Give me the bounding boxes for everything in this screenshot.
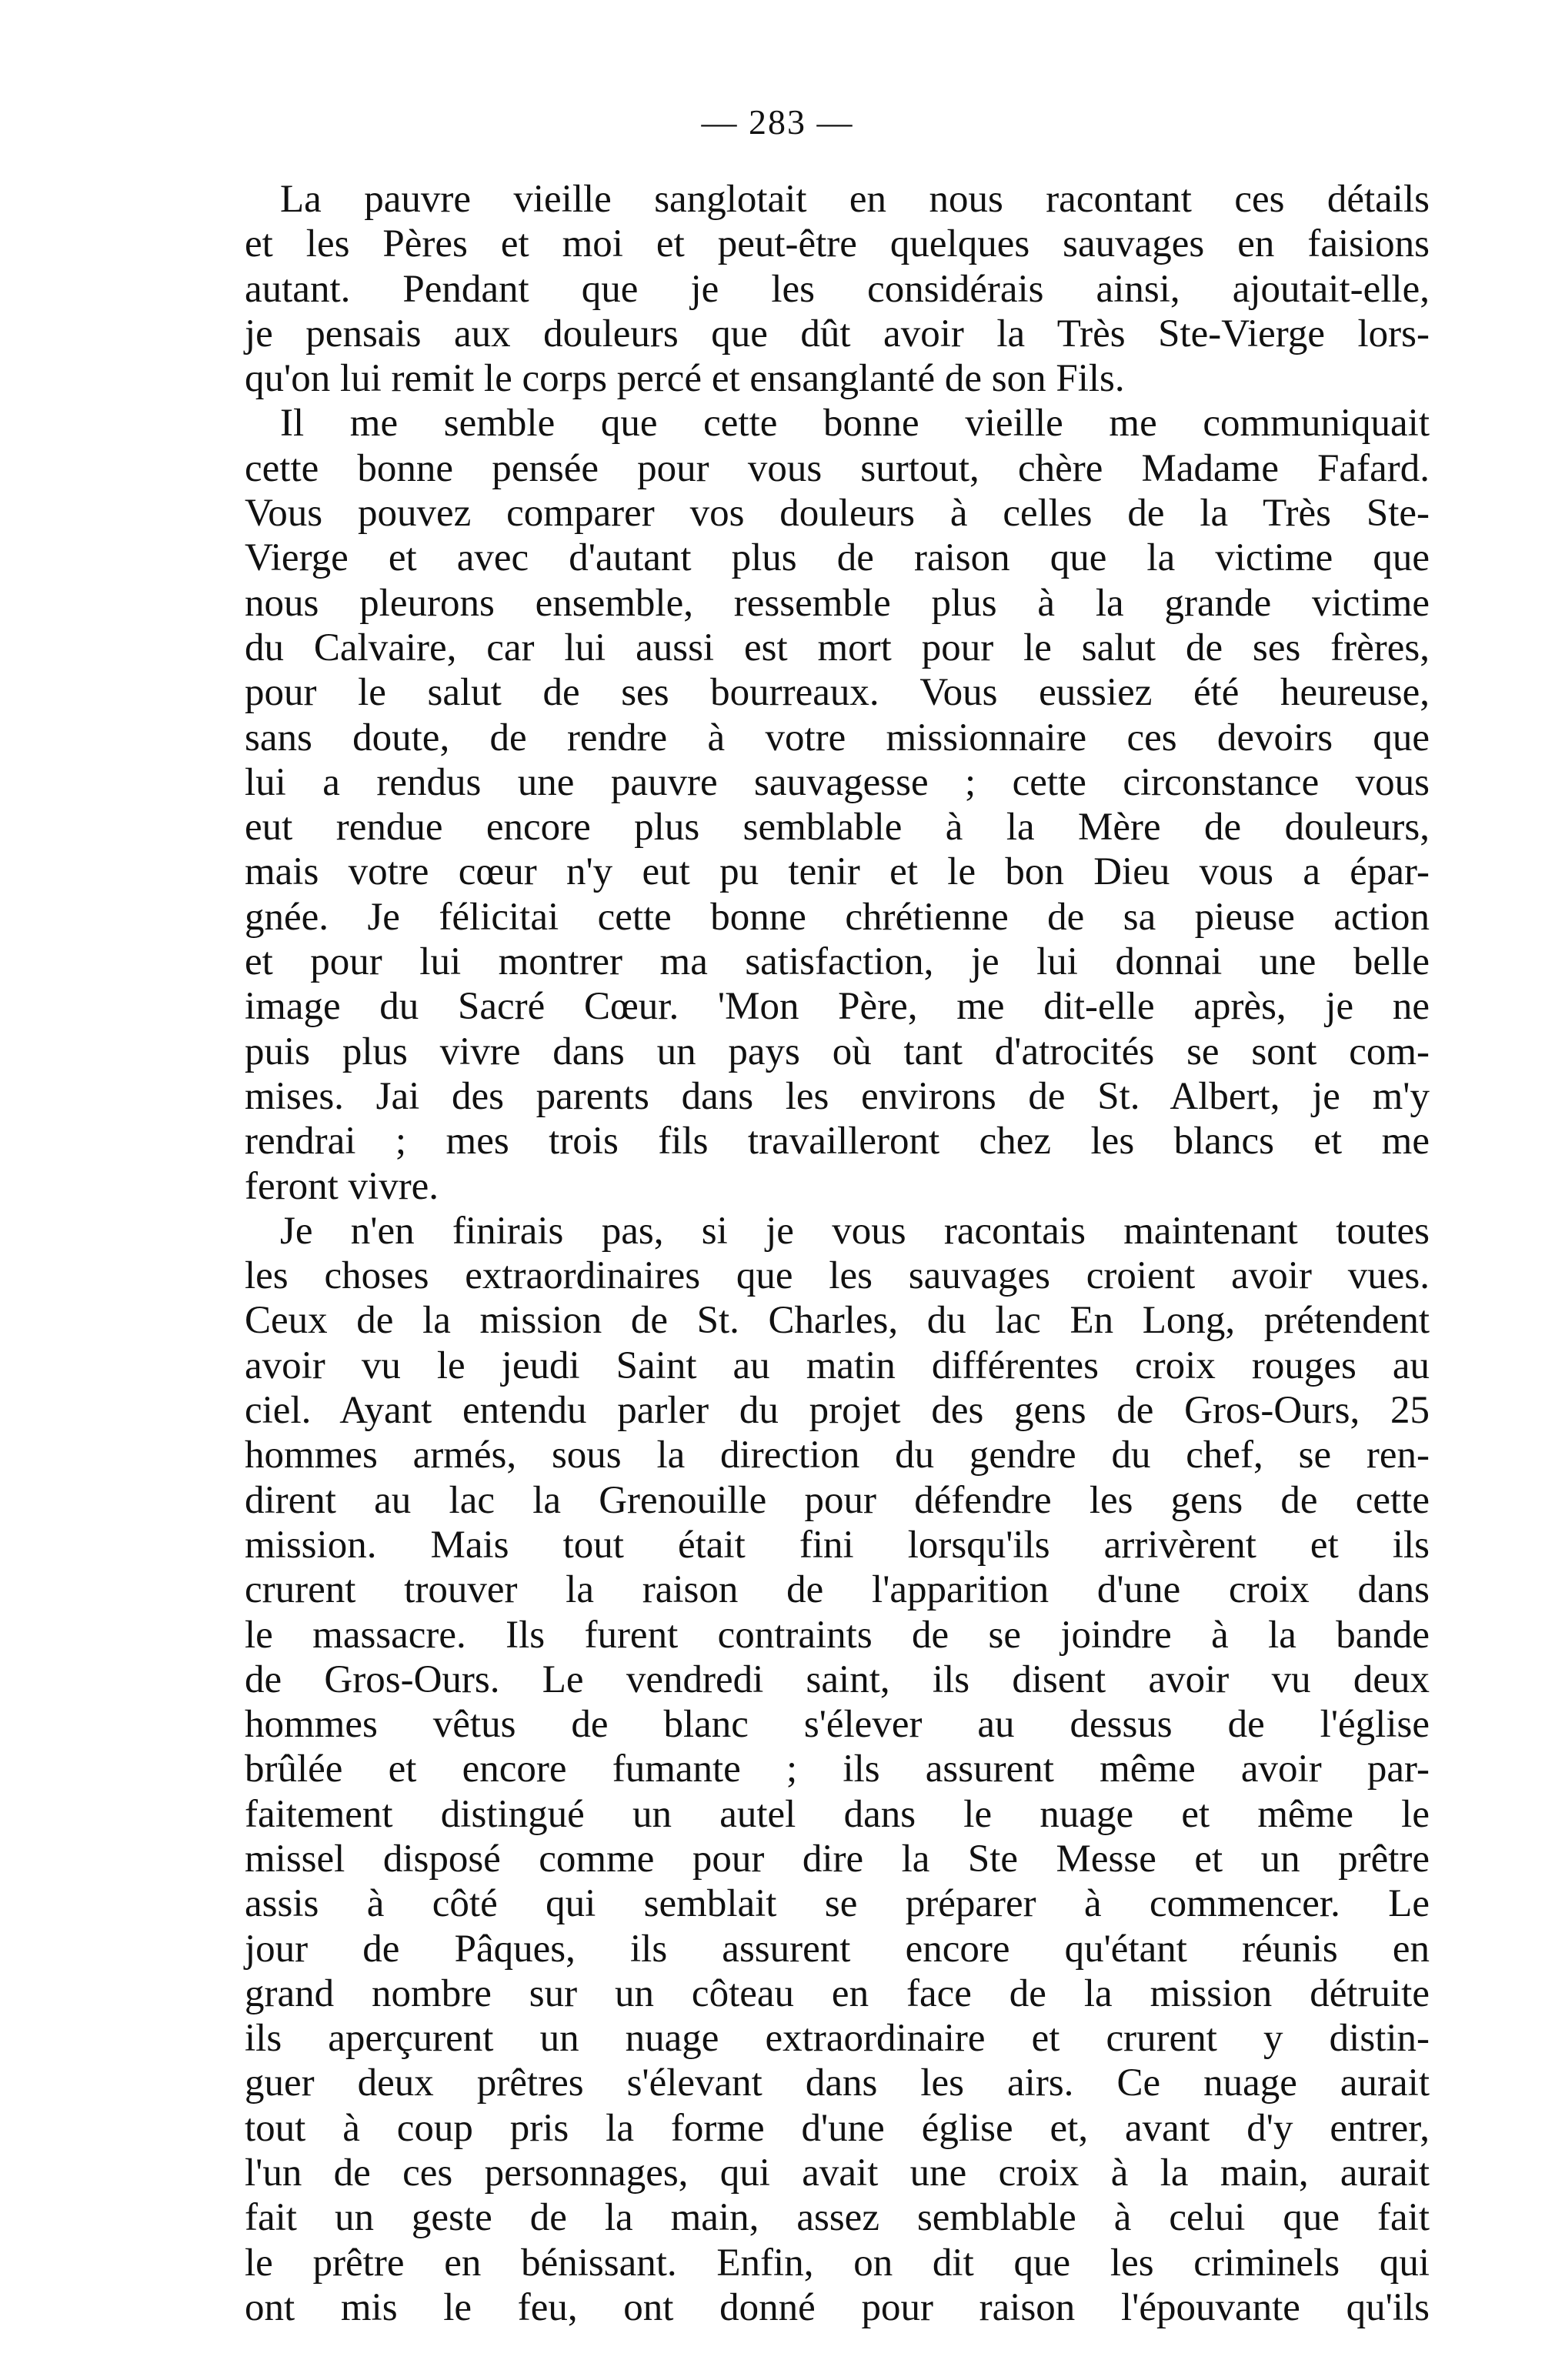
text-line: hommes armés, sous la direction du gendre du chef, se ren- bbox=[245, 1434, 1430, 1477]
text-line: dirent au lac la Grenouille pour défendre les gens de cette bbox=[245, 1478, 1430, 1522]
text-line: missel disposé comme pour dire la Ste Messe et un prêtre bbox=[245, 1837, 1430, 1881]
text-line: brûlée et encore fumante ; ils assurent même avoir par- bbox=[245, 1747, 1430, 1791]
text-line: eut rendue encore plus semblable à la Mère de douleurs, bbox=[245, 806, 1430, 850]
text-line: qu'on lui remit le corps percé et ensanglanté de son Fils. bbox=[245, 357, 1125, 401]
text-line: de Gros-Ours. Le vendredi saint, ils disent avoir vu deux bbox=[245, 1657, 1430, 1701]
text-line: image du Sacré Cœur. 'Mon Père, me dit-elle après, je ne bbox=[245, 985, 1430, 1029]
text-line: lui a rendus une pauvre sauvagesse ; cette circonstance vous bbox=[245, 760, 1430, 804]
text-line: les choses extraordinaires que les sauvages croient avoir vues. bbox=[245, 1254, 1430, 1298]
text-line: crurent trouver la raison de l'apparition d'une croix dans bbox=[245, 1568, 1430, 1612]
text-line: pour le salut de ses bourreaux. Vous eussiez été heureuse, bbox=[245, 671, 1430, 715]
text-line: nous pleurons ensemble, ressemble plus à la grande victime bbox=[245, 581, 1430, 625]
text-line: ont mis le feu, ont donné pour raison l'épouvante qu'ils bbox=[245, 2285, 1430, 2329]
text-line: avoir vu le jeudi Saint au matin différentes croix rouges au bbox=[245, 1344, 1430, 1387]
text-line: ciel. Ayant entendu parler du projet des gens de Gros-Ours, 25 bbox=[245, 1389, 1430, 1433]
text-line: Vierge et avec d'autant plus de raison que la victime que bbox=[245, 536, 1430, 580]
text-line: et pour lui montrer ma satisfaction, je lui donnai une belle bbox=[245, 940, 1430, 984]
text-line: mais votre cœur n'y eut pu tenir et le bon Dieu vous a épar- bbox=[245, 850, 1430, 894]
text-line: faitement distingué un autel dans le nuage et même le bbox=[245, 1792, 1430, 1836]
text-line: assis à côté qui semblait se préparer à commencer. Le bbox=[245, 1882, 1430, 1926]
text-line: fait un geste de la main, assez semblable à celui que fait bbox=[245, 2196, 1430, 2240]
text-line: autant. Pendant que je les considérais ainsi, ajoutait-elle, bbox=[245, 267, 1430, 311]
text-line: mises. Jai des parents dans les environs de St. Albert, je m'y bbox=[245, 1074, 1430, 1118]
text-line: Je n'en finirais pas, si je vous racontais maintenant toutes bbox=[280, 1209, 1430, 1253]
text-line: rendrai ; mes trois fils travailleront chez les blancs et me bbox=[245, 1120, 1430, 1163]
text-line: je pensais aux douleurs que dût avoir la Très Ste-Vierge lors- bbox=[245, 312, 1430, 355]
text-line: jour de Pâques, ils assurent encore qu'étant réunis en bbox=[245, 1927, 1430, 1971]
text-line: hommes vêtus de blanc s'élever au dessus de l'église bbox=[245, 1703, 1430, 1747]
body-text bbox=[245, 177, 1430, 2330]
text-line: le massacre. Ils furent contraints de se joindre à la bande bbox=[245, 1613, 1430, 1657]
text-line: du Calvaire, car lui aussi est mort pour le salut de ses frères, bbox=[245, 626, 1430, 669]
text-line: guer deux prêtres s'élevant dans les airs. Ce nuage aurait bbox=[245, 2061, 1430, 2105]
text-line: Il me semble que cette bonne vieille me communiquait bbox=[280, 402, 1430, 446]
text-line: feront vivre. bbox=[245, 1164, 439, 1208]
text-line: grand nombre sur un côteau en face de la mission détruite bbox=[245, 1971, 1430, 2015]
text-line: l'un de ces personnages, qui avait une croix à la main, aurait bbox=[245, 2151, 1430, 2195]
text-line: sans doute, de rendre à votre missionnaire ces devoirs que bbox=[245, 716, 1430, 759]
text-line: le prêtre en bénissant. Enfin, on dit que les criminels qui bbox=[245, 2241, 1430, 2285]
text-line: ils aperçurent un nuage extraordinaire et crurent y distin- bbox=[245, 2017, 1430, 2061]
text-line: Vous pouvez comparer vos douleurs à celles de la Très Ste- bbox=[245, 492, 1430, 536]
text-line: gnée. Je félicitai cette bonne chrétienne de sa pieuse action bbox=[245, 895, 1430, 939]
text-line: puis plus vivre dans un pays où tant d'atrocités se sont com- bbox=[245, 1030, 1430, 1073]
text-line: La pauvre vieille sanglotait en nous racontant ces détails bbox=[280, 178, 1430, 221]
text-line: tout à coup pris la forme d'une église et, avant d'y entrer, bbox=[245, 2106, 1430, 2150]
text-line: cette bonne pensée pour vous surtout, chère Madame Fafard. bbox=[245, 446, 1430, 490]
text-line: et les Pères et moi et peut-être quelques sauvages en faisions bbox=[245, 222, 1430, 266]
page-number: — 283 — bbox=[701, 102, 854, 142]
text-line: mission. Mais tout était fini lorsqu'ils arrivèrent et ils bbox=[245, 1523, 1430, 1567]
text-line: Ceux de la mission de St. Charles, du lac En Long, prétendent bbox=[245, 1299, 1430, 1343]
